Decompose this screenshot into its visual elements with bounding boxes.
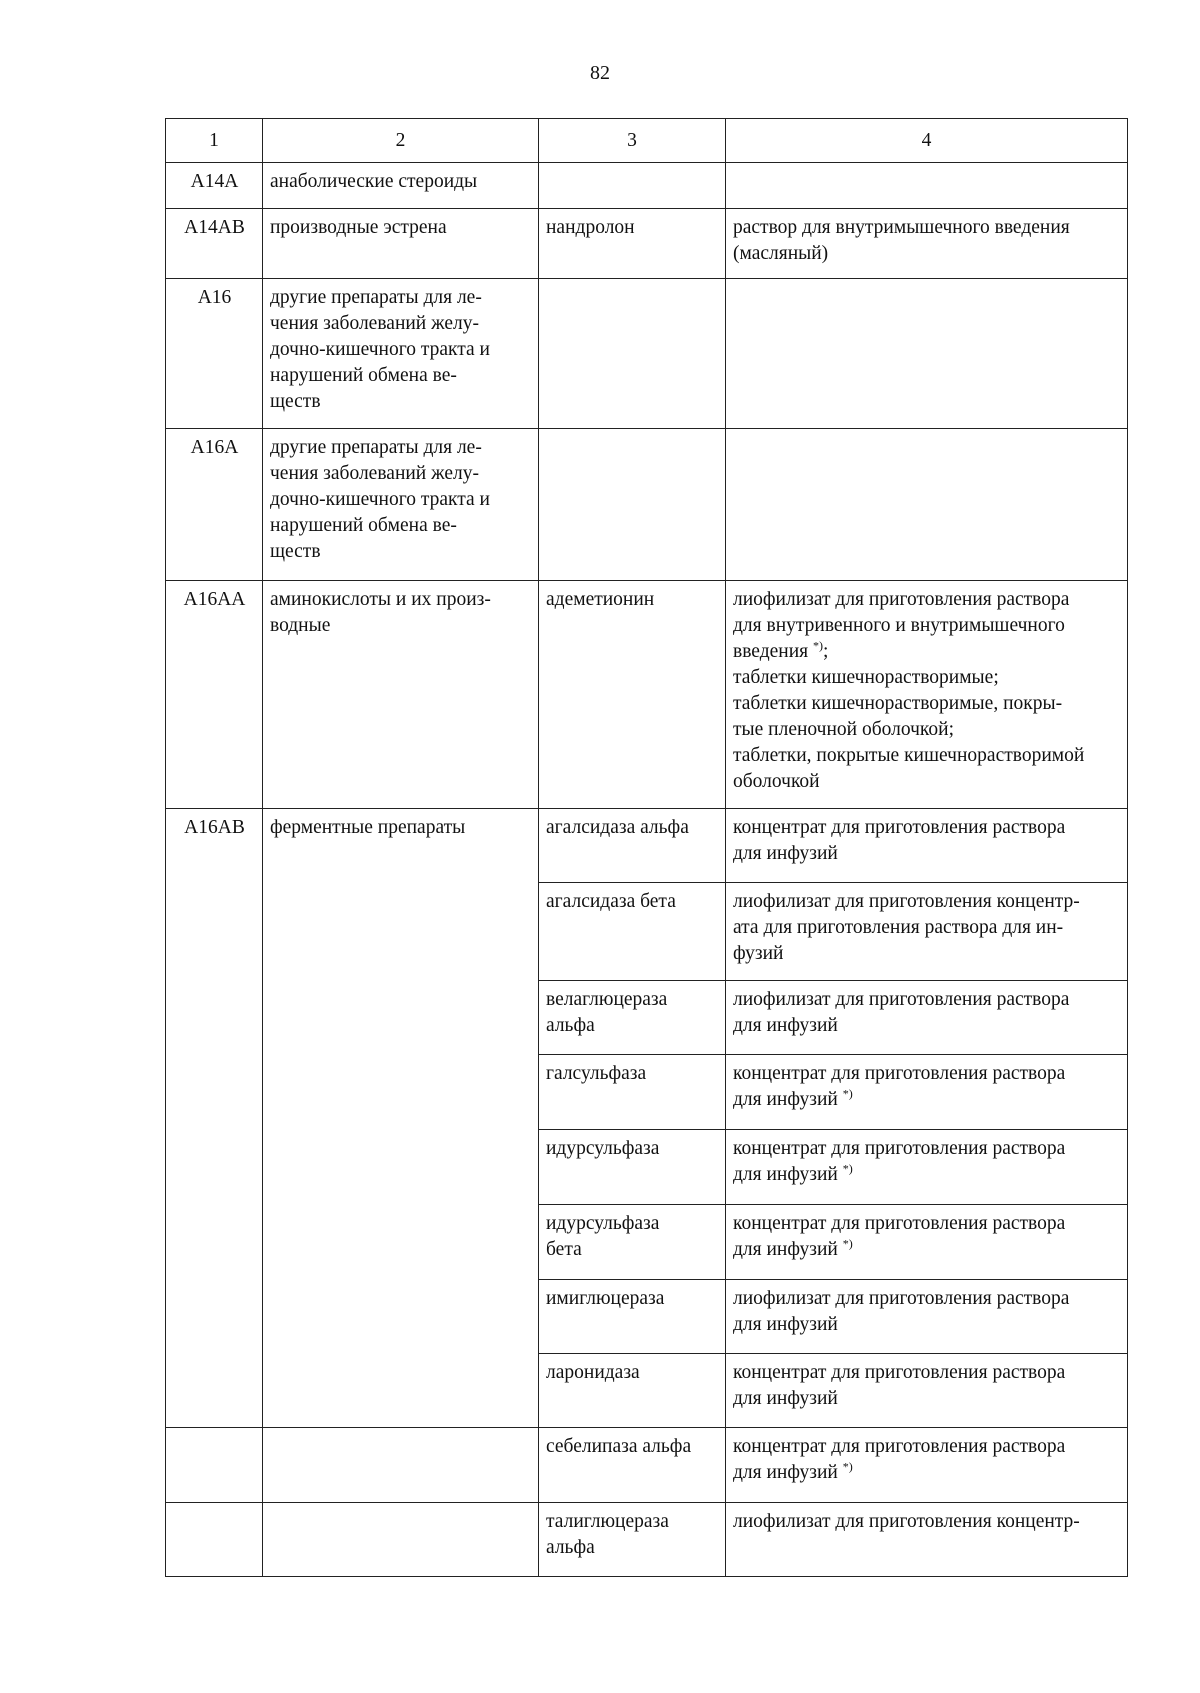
- drug-name-cell: [539, 429, 726, 581]
- drug-name-cell: агалсидаза альфа: [539, 809, 726, 883]
- dosage-form-cell: [726, 581, 1128, 809]
- group-name-cell: аминокислоты и их произ- водные: [263, 581, 539, 809]
- drug-name-cell: ларонидаза: [539, 1354, 726, 1428]
- drug-name-cell: агалсидаза бета: [539, 883, 726, 981]
- table-row: [166, 809, 1128, 883]
- column-header-1: 1: [166, 119, 263, 163]
- dosage-form-cell: лиофилизат для приготовления раствора для инфузий: [726, 981, 1128, 1055]
- column-header-2: 2: [263, 119, 539, 163]
- footnote-marker: *): [842, 1459, 853, 1474]
- drug-name-cell: себелипаза альфа: [539, 1428, 726, 1503]
- table-header-row: [166, 119, 1128, 163]
- footnote-marker: *): [842, 1236, 853, 1251]
- drug-name-cell: [539, 163, 726, 209]
- table-row: [166, 163, 1128, 209]
- dosage-form-text: концентрат для приготовления раствора для инфузий: [733, 1063, 1066, 1110]
- drug-name-cell: галсульфаза: [539, 1055, 726, 1130]
- atc-code-cell: A16AA: [166, 581, 263, 809]
- footnote-marker: *): [842, 1086, 853, 1101]
- dosage-form-cell: раствор для внутримышечного введения (масляный): [726, 209, 1128, 279]
- atc-code-cell: A14A: [166, 163, 263, 209]
- group-name-cell: [263, 1428, 539, 1503]
- footnote-marker: *): [842, 1161, 853, 1176]
- table-row: [166, 279, 1128, 429]
- table-row: [166, 581, 1128, 809]
- medication-table: [165, 118, 1128, 1577]
- drug-name-cell: талиглюцераза альфа: [539, 1503, 726, 1577]
- dosage-form-text: концентрат для приготовления раствора для инфузий: [733, 1213, 1066, 1260]
- group-name-cell: анаболические стероиды: [263, 163, 539, 209]
- dosage-form-cell: концентрат для приготовления раствора для инфузий: [726, 1354, 1128, 1428]
- dosage-form-text: лиофилизат для приготовления раствора для внутривенного и внутримышечного введения: [733, 589, 1070, 662]
- dosage-form-cell: лиофилизат для приготовления концентр-: [726, 1503, 1128, 1577]
- atc-code-cell: A16A: [166, 429, 263, 581]
- atc-code-cell: A16AB: [166, 809, 263, 1428]
- dosage-form-cell: [726, 163, 1128, 209]
- atc-code-cell: [166, 1503, 263, 1577]
- dosage-form-cell: концентрат для приготовления раствора для инфузий: [726, 809, 1128, 883]
- drug-name-cell: идурсульфаза бета: [539, 1205, 726, 1280]
- dosage-form-text: концентрат для приготовления раствора для инфузий: [733, 1436, 1066, 1483]
- dosage-form-text: ; таблетки кишечнорастворимые; таблетки кишечнорастворимые, покры- тые пленочной оболочкой; таблетки, покрытые кишечнорастворимой оболочкой: [733, 641, 1085, 792]
- group-name-cell: другие препараты для ле- чения заболеваний желу- дочно-кишечного тракта и нарушений обмена ве- ществ: [263, 279, 539, 429]
- dosage-form-cell: [726, 279, 1128, 429]
- dosage-form-cell: лиофилизат для приготовления раствора для инфузий: [726, 1280, 1128, 1354]
- page-number: 82: [590, 62, 610, 84]
- table-row: [166, 209, 1128, 279]
- group-name-cell: производные эстрена: [263, 209, 539, 279]
- drug-name-cell: имиглюцераза: [539, 1280, 726, 1354]
- drug-name-cell: нандролон: [539, 209, 726, 279]
- drug-name-cell: идурсульфаза: [539, 1130, 726, 1205]
- column-header-4: 4: [726, 119, 1128, 163]
- dosage-form-cell: лиофилизат для приготовления концентр- ата для приготовления раствора для ин- фузий: [726, 883, 1128, 981]
- column-header-3: 3: [539, 119, 726, 163]
- dosage-form-cell: [726, 1130, 1128, 1205]
- group-name-cell: [263, 1503, 539, 1577]
- dosage-form-cell: [726, 429, 1128, 581]
- table-row: [166, 1428, 1128, 1503]
- group-name-cell: ферментные препараты: [263, 809, 539, 1428]
- dosage-form-cell: [726, 1205, 1128, 1280]
- footnote-marker: *): [813, 638, 823, 653]
- atc-code-cell: [166, 1428, 263, 1503]
- drug-name-cell: адеметионин: [539, 581, 726, 809]
- table-row: [166, 429, 1128, 581]
- atc-code-cell: A16: [166, 279, 263, 429]
- drug-name-cell: [539, 279, 726, 429]
- dosage-form-cell: [726, 1428, 1128, 1503]
- dosage-form-cell: [726, 1055, 1128, 1130]
- atc-code-cell: A14AB: [166, 209, 263, 279]
- drug-name-cell: велаглюцераза альфа: [539, 981, 726, 1055]
- table-row: [166, 1503, 1128, 1577]
- dosage-form-text: концентрат для приготовления раствора для инфузий: [733, 1138, 1066, 1185]
- group-name-cell: другие препараты для ле- чения заболеваний желу- дочно-кишечного тракта и нарушений обмена ве- ществ: [263, 429, 539, 581]
